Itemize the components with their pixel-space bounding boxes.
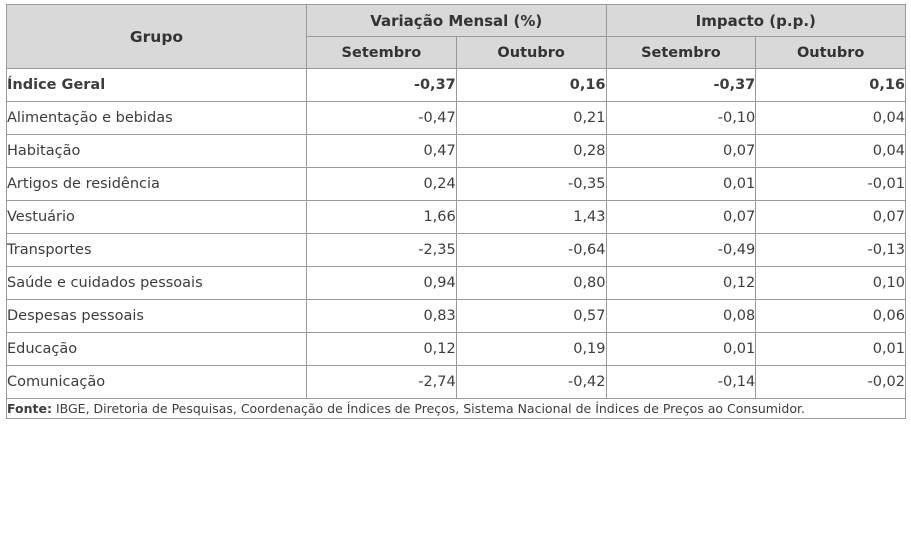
column-header-impacto-setembro: Setembro xyxy=(606,37,756,69)
cell-impacto-setembro: 0,01 xyxy=(606,168,756,201)
cell-variacao-outubro: 0,16 xyxy=(456,69,606,102)
cell-impacto-outubro: 0,07 xyxy=(756,201,906,234)
cell-impacto-setembro: -0,10 xyxy=(606,102,756,135)
cell-variacao-setembro: 0,12 xyxy=(307,333,457,366)
cell-impacto-outubro: 0,16 xyxy=(756,69,906,102)
cell-variacao-outubro: 0,21 xyxy=(456,102,606,135)
cell-impacto-outubro: -0,02 xyxy=(756,366,906,399)
cell-impacto-setembro: 0,07 xyxy=(606,201,756,234)
table-body xyxy=(7,69,906,419)
header-row-top xyxy=(7,5,906,37)
cell-variacao-outubro: -0,35 xyxy=(456,168,606,201)
cell-variacao-setembro: -2,35 xyxy=(307,234,457,267)
cell-impacto-outubro: 0,01 xyxy=(756,333,906,366)
table-row xyxy=(7,333,906,366)
table-row xyxy=(7,366,906,399)
cell-variacao-outubro: -0,64 xyxy=(456,234,606,267)
cell-impacto-setembro: -0,37 xyxy=(606,69,756,102)
row-label: Comunicação xyxy=(7,366,307,399)
cell-variacao-outubro: 0,19 xyxy=(456,333,606,366)
cell-impacto-outubro: 0,04 xyxy=(756,135,906,168)
table-row xyxy=(7,135,906,168)
row-label: Educação xyxy=(7,333,307,366)
table-row xyxy=(7,69,906,102)
row-label: Habitação xyxy=(7,135,307,168)
cell-variacao-outubro: 0,80 xyxy=(456,267,606,300)
row-label: Despesas pessoais xyxy=(7,300,307,333)
cell-variacao-setembro: 0,24 xyxy=(307,168,457,201)
cell-impacto-outubro: -0,01 xyxy=(756,168,906,201)
cell-variacao-setembro: 0,83 xyxy=(307,300,457,333)
cell-variacao-setembro: 0,47 xyxy=(307,135,457,168)
cell-impacto-outubro: 0,10 xyxy=(756,267,906,300)
row-label: Saúde e cuidados pessoais xyxy=(7,267,307,300)
table-header xyxy=(7,5,906,69)
cell-variacao-setembro: 0,94 xyxy=(307,267,457,300)
table-row xyxy=(7,234,906,267)
row-label: Vestuário xyxy=(7,201,307,234)
cell-variacao-setembro: -0,47 xyxy=(307,102,457,135)
column-header-variacao-setembro: Setembro xyxy=(307,37,457,69)
column-header-variacao-outubro: Outubro xyxy=(456,37,606,69)
cell-variacao-setembro: -0,37 xyxy=(307,69,457,102)
cell-variacao-outubro: -0,42 xyxy=(456,366,606,399)
ipca-variation-impact-table xyxy=(6,4,906,419)
table-row xyxy=(7,102,906,135)
cell-impacto-setembro: 0,08 xyxy=(606,300,756,333)
source-note xyxy=(7,399,906,419)
row-label: Alimentação e bebidas xyxy=(7,102,307,135)
cell-impacto-outubro: 0,06 xyxy=(756,300,906,333)
row-label: Índice Geral xyxy=(7,69,307,102)
column-group-header-impacto: Impacto (p.p.) xyxy=(606,5,906,37)
cell-variacao-setembro: 1,66 xyxy=(307,201,457,234)
cell-impacto-setembro: -0,14 xyxy=(606,366,756,399)
table-footer-row xyxy=(7,399,906,419)
source-label: Fonte: xyxy=(7,401,52,416)
table-row xyxy=(7,201,906,234)
table-row xyxy=(7,168,906,201)
row-label: Artigos de residência xyxy=(7,168,307,201)
cell-variacao-outubro: 0,28 xyxy=(456,135,606,168)
cell-impacto-setembro: 0,01 xyxy=(606,333,756,366)
cell-impacto-outubro: -0,13 xyxy=(756,234,906,267)
table-row xyxy=(7,300,906,333)
source-text: IBGE, Diretoria de Pesquisas, Coordenação de Índices de Preços, Sistema Nacional de Índices de Preços ao Consumidor. xyxy=(51,401,805,416)
cell-impacto-setembro: 0,07 xyxy=(606,135,756,168)
cell-impacto-setembro: 0,12 xyxy=(606,267,756,300)
column-header-impacto-outubro: Outubro xyxy=(756,37,906,69)
cell-variacao-setembro: -2,74 xyxy=(307,366,457,399)
column-group-header-variacao-mensal: Variação Mensal (%) xyxy=(307,5,607,37)
table-row xyxy=(7,267,906,300)
column-header-grupo: Grupo xyxy=(7,5,307,69)
row-label: Transportes xyxy=(7,234,307,267)
cell-variacao-outubro: 0,57 xyxy=(456,300,606,333)
cell-impacto-setembro: -0,49 xyxy=(606,234,756,267)
cell-impacto-outubro: 0,04 xyxy=(756,102,906,135)
cell-variacao-outubro: 1,43 xyxy=(456,201,606,234)
